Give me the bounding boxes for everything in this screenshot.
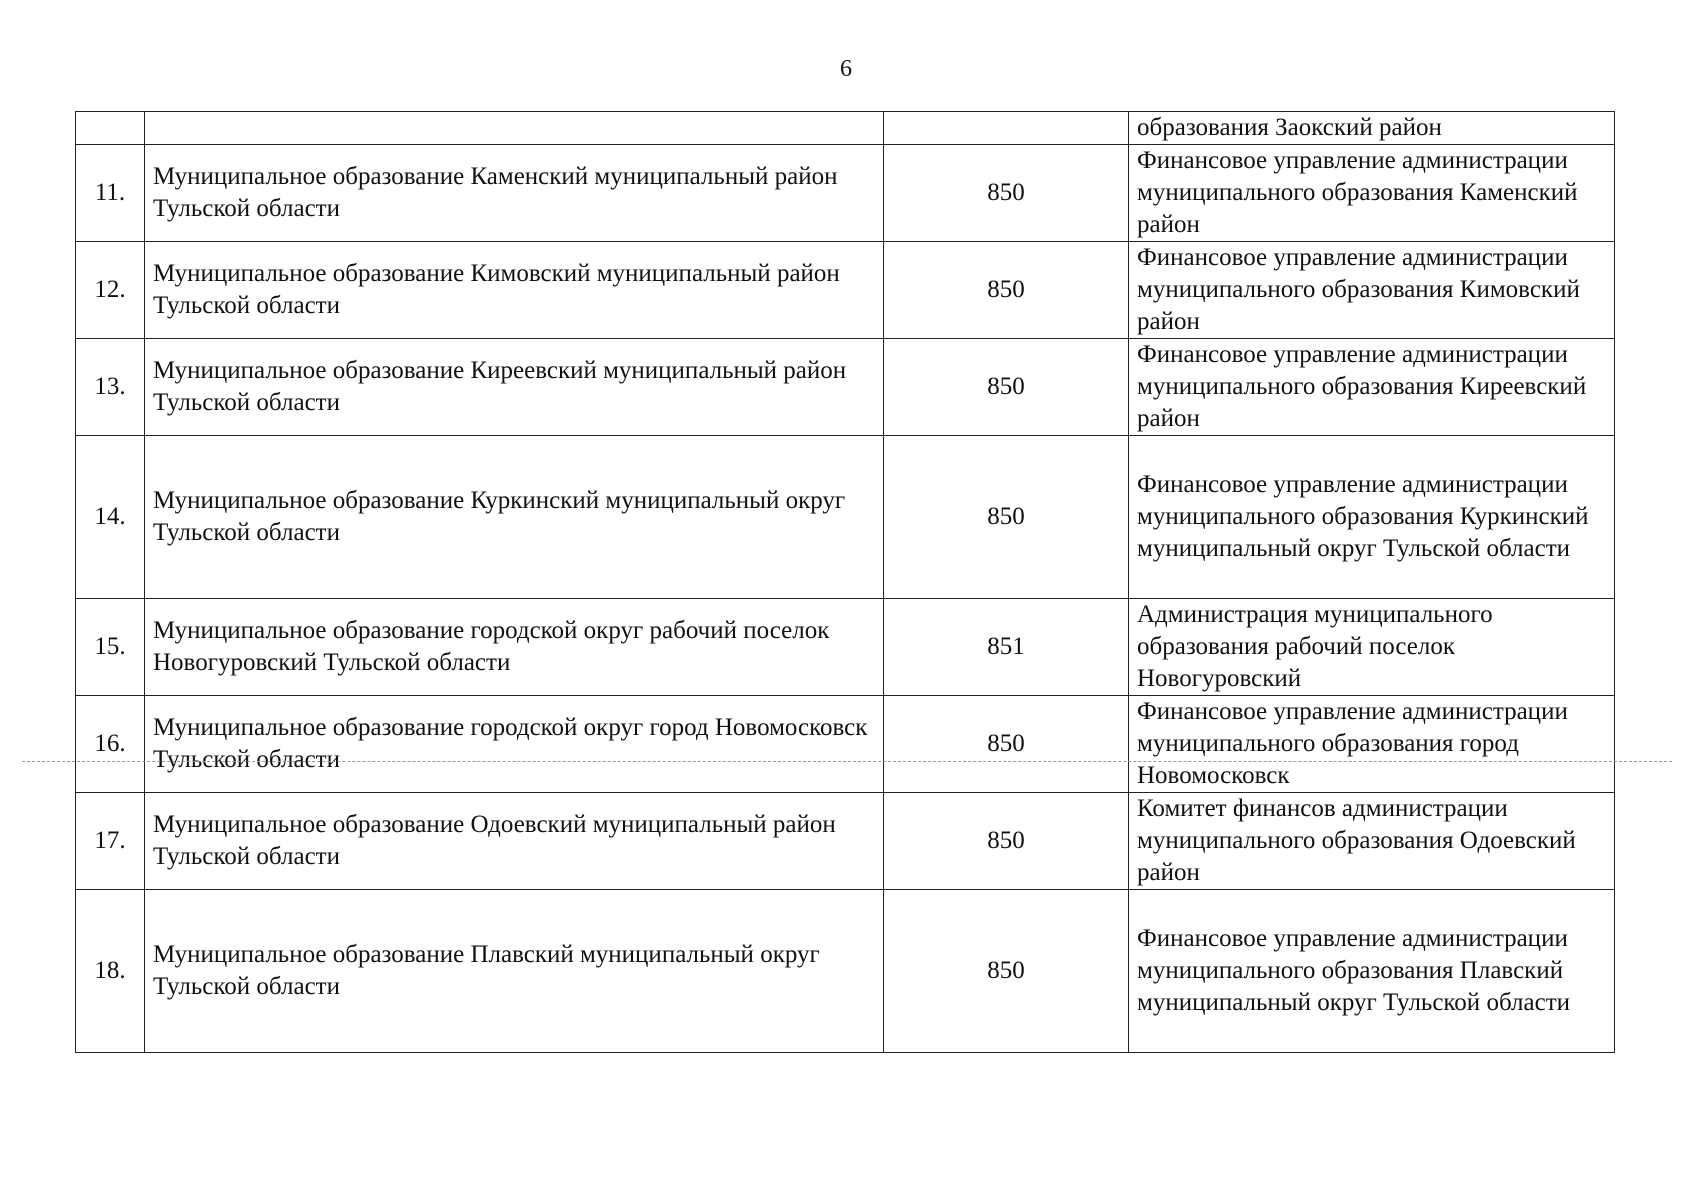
cell-number: 15. xyxy=(76,599,145,696)
cell-org: Администрация муниципального образования рабочий поселок Новогуровский xyxy=(1129,599,1615,696)
table-row xyxy=(76,436,1615,599)
cell-code: 850 xyxy=(884,696,1129,793)
cell-number: 12. xyxy=(76,242,145,339)
cell-code: 850 xyxy=(884,890,1129,1053)
cell-number: 18. xyxy=(76,890,145,1053)
cell-org: Финансовое управление администрации муниципального образования Куркинский муниципальный округ Тульской области xyxy=(1129,436,1615,599)
table-row xyxy=(76,339,1615,436)
cell-org: Финансовое управление администрации муниципального образования Киреевский район xyxy=(1129,339,1615,436)
municipalities-table xyxy=(75,111,1615,1053)
cell-code xyxy=(884,112,1129,145)
cell-name: Муниципальное образование городской округ город Новомосковск Тульской области xyxy=(145,696,884,793)
cell-code: 850 xyxy=(884,436,1129,599)
scan-artifact-line xyxy=(22,761,1672,762)
cell-number xyxy=(76,112,145,145)
table-row xyxy=(76,242,1615,339)
cell-number: 14. xyxy=(76,436,145,599)
table-row xyxy=(76,793,1615,890)
cell-name: Муниципальное образование Куркинский муниципальный округ Тульской области xyxy=(145,436,884,599)
cell-org: Финансовое управление администрации муниципального образования город Новомосковск xyxy=(1129,696,1615,793)
cell-name: Муниципальное образование Кимовский муниципальный район Тульской области xyxy=(145,242,884,339)
cell-code: 850 xyxy=(884,339,1129,436)
cell-name: Муниципальное образование Одоевский муниципальный район Тульской области xyxy=(145,793,884,890)
cell-name: Муниципальное образование Киреевский муниципальный район Тульской области xyxy=(145,339,884,436)
table-row xyxy=(76,145,1615,242)
table-row xyxy=(76,890,1615,1053)
cell-code: 851 xyxy=(884,599,1129,696)
cell-org: образования Заокский район xyxy=(1129,112,1615,145)
table-row xyxy=(76,599,1615,696)
cell-name: Муниципальное образование Каменский муниципальный район Тульской области xyxy=(145,145,884,242)
cell-number: 13. xyxy=(76,339,145,436)
page-number: 6 xyxy=(840,56,852,82)
cell-name: Муниципальное образование городской округ рабочий поселок Новогуровский Тульской области xyxy=(145,599,884,696)
cell-code: 850 xyxy=(884,145,1129,242)
cell-number: 11. xyxy=(76,145,145,242)
cell-code: 850 xyxy=(884,242,1129,339)
cell-number: 16. xyxy=(76,696,145,793)
cell-number: 17. xyxy=(76,793,145,890)
cell-name: Муниципальное образование Плавский муниципальный округ Тульской области xyxy=(145,890,884,1053)
cell-org: Комитет финансов администрации муниципального образования Одоевский район xyxy=(1129,793,1615,890)
cell-org: Финансовое управление администрации муниципального образования Кимовский район xyxy=(1129,242,1615,339)
table-row xyxy=(76,696,1615,793)
cell-name xyxy=(145,112,884,145)
cell-org: Финансовое управление администрации муниципального образования Плавский муниципальный округ Тульской области xyxy=(1129,890,1615,1053)
cell-org: Финансовое управление администрации муниципального образования Каменский район xyxy=(1129,145,1615,242)
table-row-continuation xyxy=(76,112,1615,145)
cell-code: 850 xyxy=(884,793,1129,890)
